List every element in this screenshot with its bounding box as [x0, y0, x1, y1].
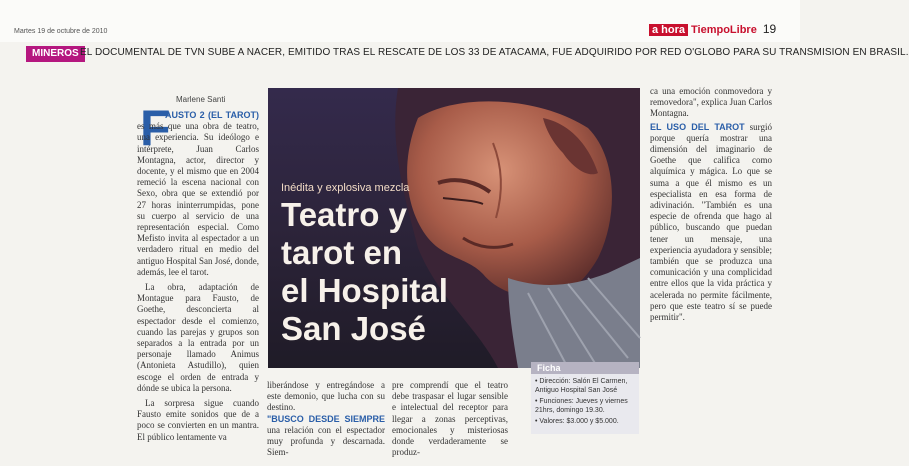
article-paragraph: La sorpresa sigue cuando Fausto emite sonidos que de a poco se convierten en un mantra. El público lentamente va: [137, 398, 259, 442]
section-brand: [649, 22, 776, 36]
brand-logo: a hora: [649, 24, 688, 36]
article-paragraph: una relación con el espectador muy profunda y descarnada. Siem-: [267, 424, 385, 458]
article-paragraph: ca una emoción conmovedora y removedora", explica Juan Carlos Montagna.: [650, 86, 772, 119]
article-paragraph: pre comprendí que el teatro debe traspasar el lugar sensible e intelectual del receptor para llegar a zonas perceptivas, emocionales y misteriosas donde verdaderamente se produz-: [392, 380, 508, 458]
info-line-prices: • Valores: $3.000 y $5.000.: [535, 418, 619, 426]
ticker-tag: MINEROS: [26, 46, 85, 62]
headline-line: el Hospital: [281, 272, 448, 309]
article-paragraph: surgió porque quería mostrar una dimensión del imaginario de Goethe que califica como alquímica y mágica. Lo que se suma a que él mismo es un especialista en esa forma de adivinación. "También es una especie de ofrenda que hago al público, buscando que puedan tener un mensaje, una experiencia ayudadora y sensible; también que se produzca una comunicación y una complicidad entre ellos que la vida práctica y acelerada no permite fácilmente, pero que este teatro sí se puede permitir".: [650, 121, 773, 323]
article-paragraph: La obra, adaptación de Montague para Fausto, de Goethe, desconcierta al espectador desde el comienzo, cuando las parejas y grupos son separados a la entrada por un personaje llamado Animus (Antonieta Astudillo), quien escoge el orden de entrada y dónde se ubica la persona.: [137, 282, 259, 393]
info-line-venue: • Dirección: Salón El Carmen, Antiguo Hospital San José: [535, 378, 628, 394]
article-subhead: "BUSCO DESDE SIEMPRE: [267, 413, 385, 424]
article-subhead: EL USO DEL TAROT: [650, 121, 745, 132]
news-ticker: [18, 46, 909, 64]
article-byline: Marlene Santi: [176, 95, 226, 104]
page-date: Martes 19 de octubre de 2010: [14, 28, 108, 35]
article-column-3: [392, 380, 508, 458]
page-number: 19: [762, 22, 777, 36]
article-column-1: [137, 110, 259, 447]
article-kicker: Inédita y explosiva mezcla: [281, 182, 410, 194]
article-column-2: [267, 380, 385, 458]
article-lead: AUSTO 2 (EL TAROT): [165, 110, 259, 120]
headline-line: San José: [281, 310, 426, 347]
info-line-schedule: • Funciones: Jueves y viernes 21hrs, domingo 19.30.: [535, 398, 628, 414]
article-column-4: [650, 86, 772, 325]
article-headline: [281, 196, 448, 348]
ticker-text: EL DOCUMENTAL DE TVN SUBE A NACER, EMITIDO TRAS EL RESCATE DE LOS 33 DE ATACAMA, FUE ADQUIRIDO POR RED O'GLOBO PARA SU TRANSMISION EN BRASIL.: [80, 47, 909, 58]
article-paragraph: es más que una obra de teatro, una experiencia. Su ideólogo e intérprete, Juan Carlos Montagna, actor, director y docente, y el mismo que en 2004 remeció la escena nacional con Sexo, obra que se extendió por 27 horas ininterrumpidas, pone su cuerpo al servicio de una representación especial. Como Mefisto invita al espectador a un verdadero ritual en medio del antiguo Hospital San José, donde, además, lee el tarot.: [137, 121, 259, 277]
page-header: [0, 0, 800, 42]
info-box: [531, 362, 639, 434]
headline-line: tarot en: [281, 234, 403, 271]
article-paragraph: liberándose y entregándose a este demonio, que lucha con su destino.: [267, 380, 385, 413]
drop-cap: F: [140, 100, 171, 156]
info-box-title: Ficha: [531, 362, 639, 374]
section-title: TiempoLibre: [691, 24, 757, 36]
headline-line: Teatro y: [281, 196, 407, 233]
info-box-body: [535, 378, 637, 430]
